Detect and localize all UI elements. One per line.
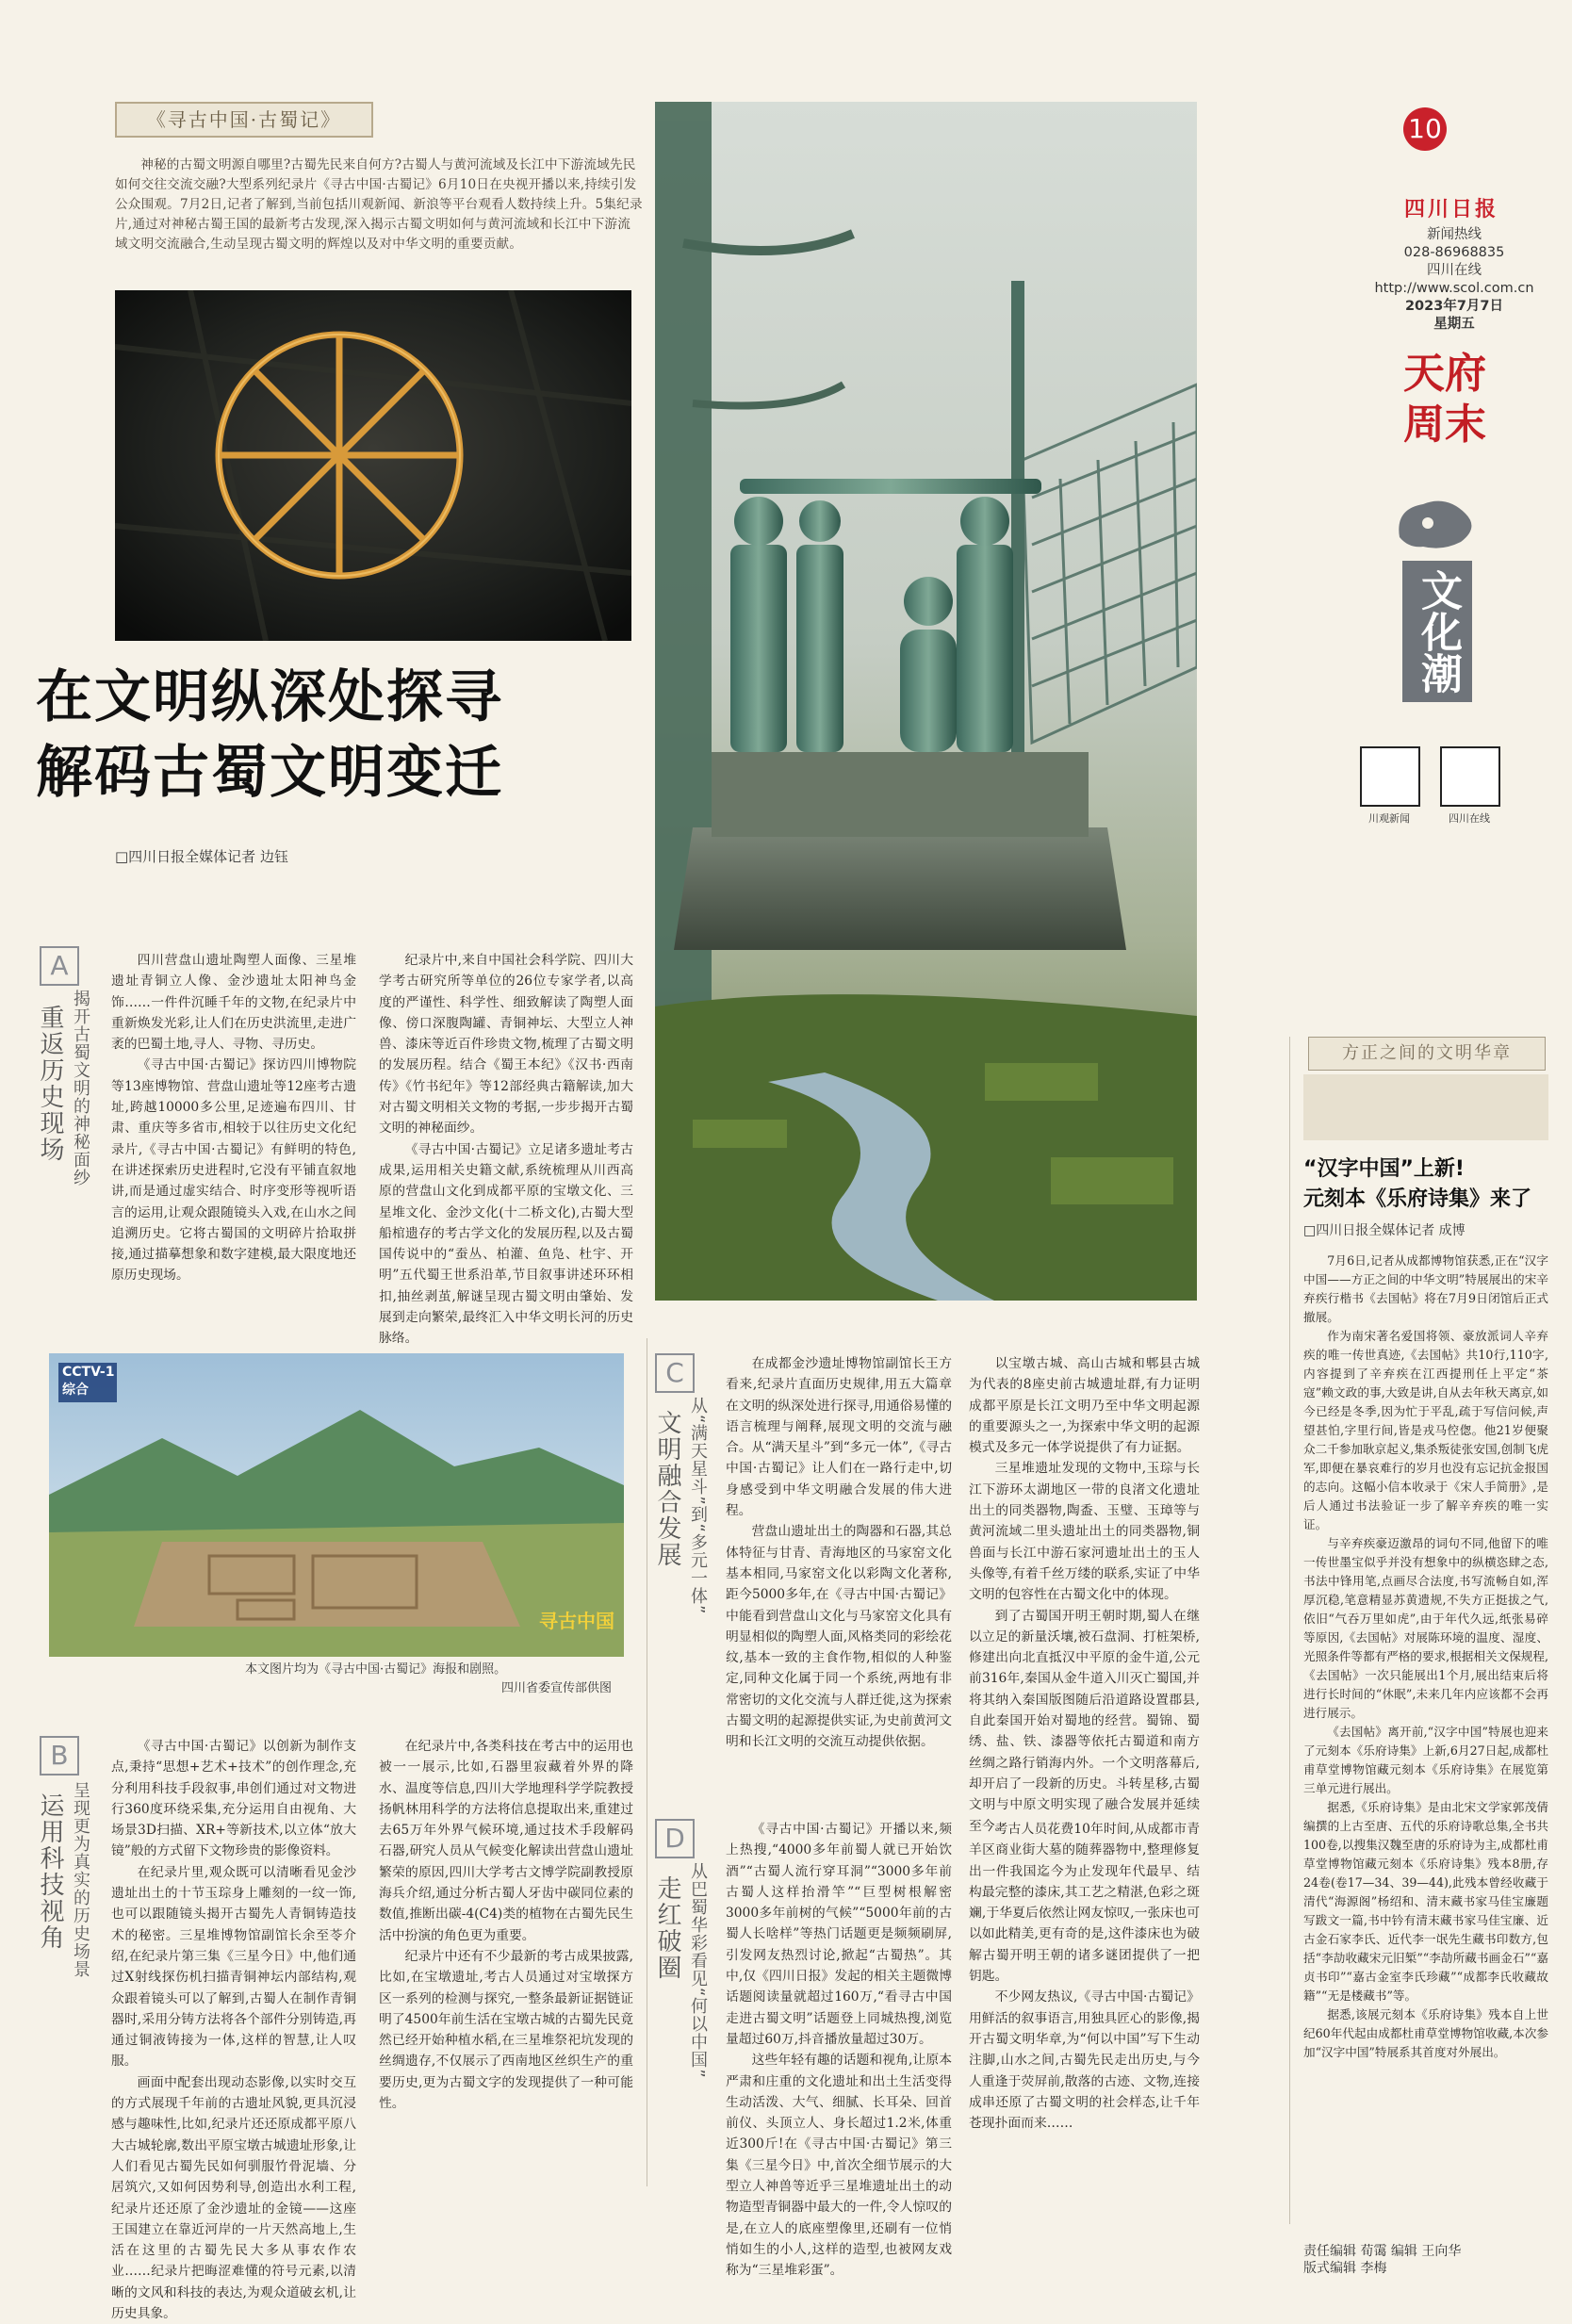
wheel-symbol-photo [115, 290, 631, 641]
section-a-subtitle: 揭开古蜀文明的神秘面纱 [71, 990, 90, 1187]
section-c-title: 文明融合发展 [653, 1410, 681, 1568]
supplement-brand: 天府周末 [1403, 350, 1486, 449]
section-d-col1: 《寻古中国·古蜀记》开播以来,频上热搜,“4000多年前蜀人就已开始饮酒”“古蜀人流行穿耳洞”“3000多年前古蜀人这样抬滑竿”“巨型树根解密3000多年前树的气候”“5000年前的古蜀人长啥样”等热门话题更是频频刷屏,引发网友热烈讨论,掀起“古蜀热”。其中,仅《四川日报》发起的相关主题微博话题阅读量就超过160万,“看寻古中国走进古蜀文明”话题登上同城热搜,浏览量超过60万,抖音播放量超过30万。 这些年轻有趣的话题和视角,让原本严肃和庄重的文化遗址和出土生活变得生动活泼、大气、细腻、长耳朵、回首前仪、头顶立人、身长超过1.2米,体重近300斤!在《寻古中国·古蜀记》第三集《三星今日》中,首次全细节展示的大型立人神兽等近乎三星堆遗址出土的动物造型青铜器中最大的一件,令人惊叹的是,在立人的底座塑像里,还刷有一位悄悄如生的小人,这样的造型,也被网友戏称为“三星堆彩蛋”。 [726, 1822, 952, 2279]
series-kicker: 《寻古中国·古蜀记》 [115, 102, 373, 138]
section-b-title: 运用科技视角 [36, 1792, 64, 1951]
section-b-marker: B [40, 1736, 79, 1776]
qr-label: 川观新闻 [1368, 812, 1410, 825]
section-b-subtitle: 呈现更为真实的历史场景 [71, 1781, 90, 1978]
side-headline: “汉字中国”上新! 元刻本《乐府诗集》来了 [1303, 1157, 1532, 1211]
still-title: 寻古中国 [539, 1610, 614, 1632]
section-a-marker: A [40, 946, 79, 986]
masthead-info: 新闻热线 028-86968835 四川在线 http://www.scol.com.cn 2023年7月7日 星期五 [1374, 227, 1534, 332]
side-banner: 方正之间的文明华章 [1308, 1037, 1546, 1071]
page-number: 10 [1403, 107, 1447, 151]
qr-code-icon [1360, 746, 1420, 807]
paper-name: 四川日报 [1404, 198, 1499, 221]
qr-code-icon [1440, 746, 1500, 807]
section-d-marker: D [655, 1819, 695, 1858]
section-b-col2: 在纪录片中,各类科技在考古中的运用也被一一展示,比如,石器里寂藏着外界的降水、温度等信息,四川大学地理科学学院教授扬帆林用科学的方法将信息提取出来,重建过去65万年外界气候环境,通过技术手段解码石器,研究人员从气候变化解读出营盘山遗址繁荣的原因,四川大学考古文博学院副教授原海兵介绍,通过分析古蜀人牙齿中碳同位素的数值,推断出碳-4(C4)类的植物在古蜀先民生活中扮演的角色更为重要。 纪录片中还有不少最新的考古成果披露,比如,在宝墩遗址,考古人员通过对宝墩探方区一系列的检测与探究,一整条最新证据链证明了4500年前生活在宝墩古城的古蜀先民竟然已经开始种植水稻,在三星堆祭祀坑发现的丝绸遗存,不仅展示了西南地区丝织生产的重要历史,更为古蜀文字的发现提供了一种可能性。 [379, 1739, 633, 2112]
cctv-logo: CCTV-1 综合 [62, 1365, 115, 1398]
section-d-title: 走红破圈 [653, 1875, 681, 1981]
section-b-col1: 《寻古中国·古蜀记》以创新为制作支点,秉持“思想+艺术+技术”的创作理念,充分利用科技手段叙事,串创们通过对文物进行360度环绕采集,充分运用自由视角、大场景3D扫描、XR+等新技术,以立体“放大镜”般的方式留下文物珍贵的影像资料。 在纪录片里,观众既可以清晰看见金沙遗址出土的十节玉琮身上雕刻的一纹一饰,也可以跟随镜头揭开古蜀先人青铜铸造技术的秘密。三星堆博物馆副馆长余至苓介绍,在纪录片第三集《三星今日》中,他们通过X射线探伤机扫描青铜神坛内部结构,观众跟着镜头可以了解到,古蜀人在制作青铜器时,采用分铸方法将各个部件分别铸造,再通过铜液铸接为一体,这样的智慧,让人叹服。 画面中配套出现动态影像,以实时交互的方式展现千年前的古遗址风貌,更具沉浸感与趣味性,比如,纪录片还还原成都平原八大古城轮廓,数出平原宝墩古城遗址形象,让人们看见古蜀先民如何驯服竹骨泥墙、分居筑穴,又如何因势利导,创造出水利工程,纪录片还还原了金沙遗址的金镜——这座王国建立在靠近河岸的一片天然高地上,生活在这里的古蜀先民大多从事农作农业……纪录片把晦涩难懂的符号元素,以清晰的文风和科技的表达,为观众道破玄机,让历史具象。 [111, 1739, 356, 2322]
bronze-altar-poster [655, 102, 1197, 1301]
section-a-col2: 纪录片中,来自中国社会科学院、四川大学考古研究所等单位的26位专家学者,以高度的严谨性、科学性、细致解读了陶塑人面像、傍口深腹陶罐、青铜神坛、大型立人神兽、漆床等近百件珍贵文物,梳理了古蜀文明的发展历程。结合《蜀王本纪》《汉书·西南传》《竹书纪年》等12部经典古籍解读,加大对古蜀文明相关文物的考据,一步步揭开古蜀文明的神秘面纱。 《寻古中国·古蜀记》立足诸多遗址考古成果,运用相关史籍文献,系统梳理从川西高原的营盘山文化到成都平原的宝墩文化、三星堆文化、金沙文化(十二桥文化),古蜀大型船棺遗存的考古学文化的发展历程,以及古蜀国传说中的“蚕丛、柏灌、鱼凫、杜宇、开明”五代蜀王世系沿革,节目叙事讲述环环相扣,抽丝剥茧,解谜呈现古蜀文明由肇始、发展到走向繁荣,最终汇入中华文明长河的历史脉络。 [379, 953, 633, 1347]
photo-credit: 四川省委宣传部供图 [501, 1681, 613, 1695]
column-rule [1289, 1037, 1290, 2224]
section-c-col1: 在成都金沙遗址博物馆副馆长王方看来,纪录片直面历史规律,用五大篇章在文明的纵深处进行探寻,用通俗易懂的语言梳理与阐释,展现文明的交流与融合。从“满天星斗”到“多元一体”,《寻古中国·古蜀记》让人们在一路行走中,切身感受到中华文明融合发展的伟大进程。 营盘山遗址出土的陶器和石器,其总体特征与甘青、青海地区的马家窑文化基本相同,马家窑文化以彩陶文化著称,距今5000多年,在《寻古中国·古蜀记》中能看到营盘山文化与马家窑文化具有明显相似的陶塑人面,风格类同的彩绘花纹,基本一致的主食作物,相似的人种鉴定,同种文化属于同一个系统,两地有非常密切的文化交流与人群迁徙,这为探索古蜀文明的起源提供实证,为史前黄河文明和长江文明的交流互动提供依据。 [726, 1356, 952, 1750]
section-c-marker: C [655, 1353, 695, 1393]
section-a-title: 重返历史现场 [36, 1005, 64, 1163]
main-headline [36, 660, 648, 810]
photo-caption: 本文图片均为《寻古中国·古蜀记》海报和剧照。 [245, 1662, 507, 1677]
section-d-subtitle: 从巴蜀华彩看见“何以中国” [688, 1862, 708, 2079]
headline-line-1: 在文明纵深处探寻 [36, 664, 503, 730]
lead-paragraph: 神秘的古蜀文明源自哪里?古蜀先民来自何方?古蜀人与黄河流域及长江中下游流域先民如何交往交流交融?大型系列纪录片《寻古中国·古蜀记》6月10日在央视开播以来,持续引发公众围观。7月2日,记者了解到,当前包括川观新闻、新浪等平台观看人数持续上升。5集纪录片,通过对神秘古蜀王国的最新考古发现,深入揭示古蜀文明如何与黄河流域和长江中下游流域文明交流融合,生动呈现古蜀文明的辉煌以及对中华文明的重要贡献。 [115, 157, 643, 252]
byline: □四川日报全媒体记者 边钰 [115, 848, 288, 865]
side-byline: □四川日报全媒体记者 成博 [1303, 1223, 1466, 1238]
section-c-col2: 以宝墩古城、高山古城和郫县古城为代表的8座史前古城遗址群,有力证明成都平原是长江文明乃至中华文明起源的重要源头之一,为探索中华文明的起源模式及多元一体学说提供了有力证据。 三星堆遗址发现的文物中,玉琮与长江下游环太湖地区一带的良渚文化遗址出土的同类器物,陶盉、玉璧、玉璋等与黄河流域二里头遗址出土的同类器物,铜兽面与长江中游石家河遗址出土的玉人头像等,有着千丝万缕的联系,实证了中华文明的包容性在古蜀文化中的体现。 到了古蜀国开明王朝时期,蜀人在继以立足的新量沃壤,被石盘洞、打桩架桥,修建出向北直抵汉中平原的金牛道,公元前316年,秦国从金牛道入川灭亡蜀国,并将其纳入秦国版图随后沿道路设置郡县,自此秦国开始对蜀地的经营。蜀锦、蜀绣、盐、铁、漆器等依托古蜀道和南方丝绸之路行销海内外。一个文明落幕后,却开启了一段新的历史。斗转星移,古蜀文明与中原文明实现了融合发展并延续至今。 [969, 1356, 1200, 1834]
section-c-subtitle: 从“满天星斗”到“多元一体” [688, 1397, 708, 1615]
side-body: 7月6日,记者从成都博物馆获悉,正在“汉字中国——方正之间的中华文明”特展展出的宋辛弃疾行楷书《去国帖》将在7月9日闭馆后正式撤展。 作为南宋著名爱国将领、豪放派词人辛弃疾的唯一传世真迹,《去国帖》共10行,110字,内容提到了辛弃疾在江西提刑任上平定“茶寇”赖文政的事,大致是讲,自从去年秋天离京,如今已经是冬季,因为忙于平乱,疏于写信问候,声望甚怕,字里行间,皆是戎马倥偬。他21岁便聚众二千参加耿京起义,集杀叛徒张安国,创制飞虎军,即便在暴哀难行的岁月也没有忘记抗金报国的志向。这幅小信本收录于《宋人手简册》,是后人通过书法验证一步了解辛弃疾的唯一实证。 与辛弃疾豪迈激昂的词句不同,他留下的唯一传世墨宝似乎并没有想象中的纵横恣肆之态,书法中锋用笔,点画尽合法度,书写流畅自如,浑厚沉稳,笔意精显苏黄遗规,不失方正挺拔之气,依旧“气吞万里如虎”,由于年代久远,纸张易碎等原因,《去国帖》对展陈环境的温度、湿度、光照条件等都有严格的要求,根据相关文保规程,《去国帖》一次只能展出1个月,展出结束后将进行长时间的“休眠”,未来几年内应该都不会再进行展示。 《去国帖》离开前,“汉字中国”特展也迎来了元刻本《乐府诗集》上新,6月27日起,成都杜甫草堂博物馆藏元刻本《乐府诗集》在展览第三单元进行展出。 据悉,《乐府诗集》是由北宋文学家郭茂倩编撰的上古至唐、五代的乐府诗歌总集,全书共100卷,以搜集汉魏至唐的乐府诗为主,成都杜甫草堂博物馆藏元刻本《乐府诗集》残本8册,存24卷(卷17—34、39—44),此残本曾经收藏于清代“海源阁”杨绍和、清末藏书家马佳宝廉题写跋文一篇,书中钤有清末藏书家马佳宝廉、近古金石家李氏、近代李一氓先生藏书印数方,包括“李劼收藏宋元旧椠”“李劼所藏书画金石”“嘉贞书印”“嘉古金室李氏珍藏”“成都李氏收藏故籍”“无是楼藏书”等。 据悉,该展元刻本《乐府诗集》残本自上世纪60年代起由成都杜甫草堂博物馆收藏,本次参加“汉字中国”特展系其首度对外展出。 [1303, 1253, 1548, 2059]
headline-line-2: 解码古蜀文明变迁 [36, 740, 503, 806]
qr-label: 四川在线 [1449, 812, 1490, 825]
section-emblem-icon [1390, 490, 1484, 556]
section-a-col1: 四川营盘山遗址陶塑人面像、三星堆遗址青铜立人像、金沙遗址太阳神鸟金饰……一件件沉睡千年的文物,在纪录片中重新焕发光彩,让人们在历史洪流里,走进广袤的巴蜀土地,寻人、寻物、寻历史。 《寻古中国·古蜀记》探访四川博物院等13座博物馆、营盘山遗址等12座考古遗址,跨越10000多公里,足迹遍布四川、甘肃、重庆等多省市,相较于以往历史文化纪录片,《寻古中国·古蜀记》有鲜明的特色,在讲述探索历史进程时,它没有平铺直叙地讲,而是通过虚实结合、时序变形等视听语言的运用,让观众跟随镜头入戏,在山水之间追溯历史。它将古蜀国的文明碎片拾取拼接,通过描摹想象和数字建模,最大限度地还原历史现场。 [111, 953, 356, 1284]
documentary-still [49, 1353, 624, 1657]
section-name: 文化潮 [1414, 569, 1462, 694]
inscription-image [1303, 1074, 1548, 1140]
section-d-col2: 考古人员花费10年时间,从成都市青羊区商业街大墓的随葬器物中,整理修复出一件我国迄今为止发现年代最早、结构最完整的漆床,其工艺之精湛,色彩之斑斓,于华夏后依然让网友惊叹,一张床也可以如此精美,更有奇的是,这件漆床也为破解古蜀开明王朝的诸多谜团提供了一把钥匙。 不少网友热议,《寻古中国·古蜀记》用鲜活的叙事语言,用独具匠心的影像,揭开古蜀文明华章,为“何以中国”写下生动注脚,山水之间,古蜀先民走出历史,与今人重逢于荧屏前,散落的古迹、文物,连接成串还原了古蜀文明的社会样态,让千年苍现扑面而来…… [969, 1822, 1200, 2132]
editor-credits: 责任编辑 荀霭 编辑 王向华 版式编辑 李梅 [1303, 2244, 1462, 2276]
